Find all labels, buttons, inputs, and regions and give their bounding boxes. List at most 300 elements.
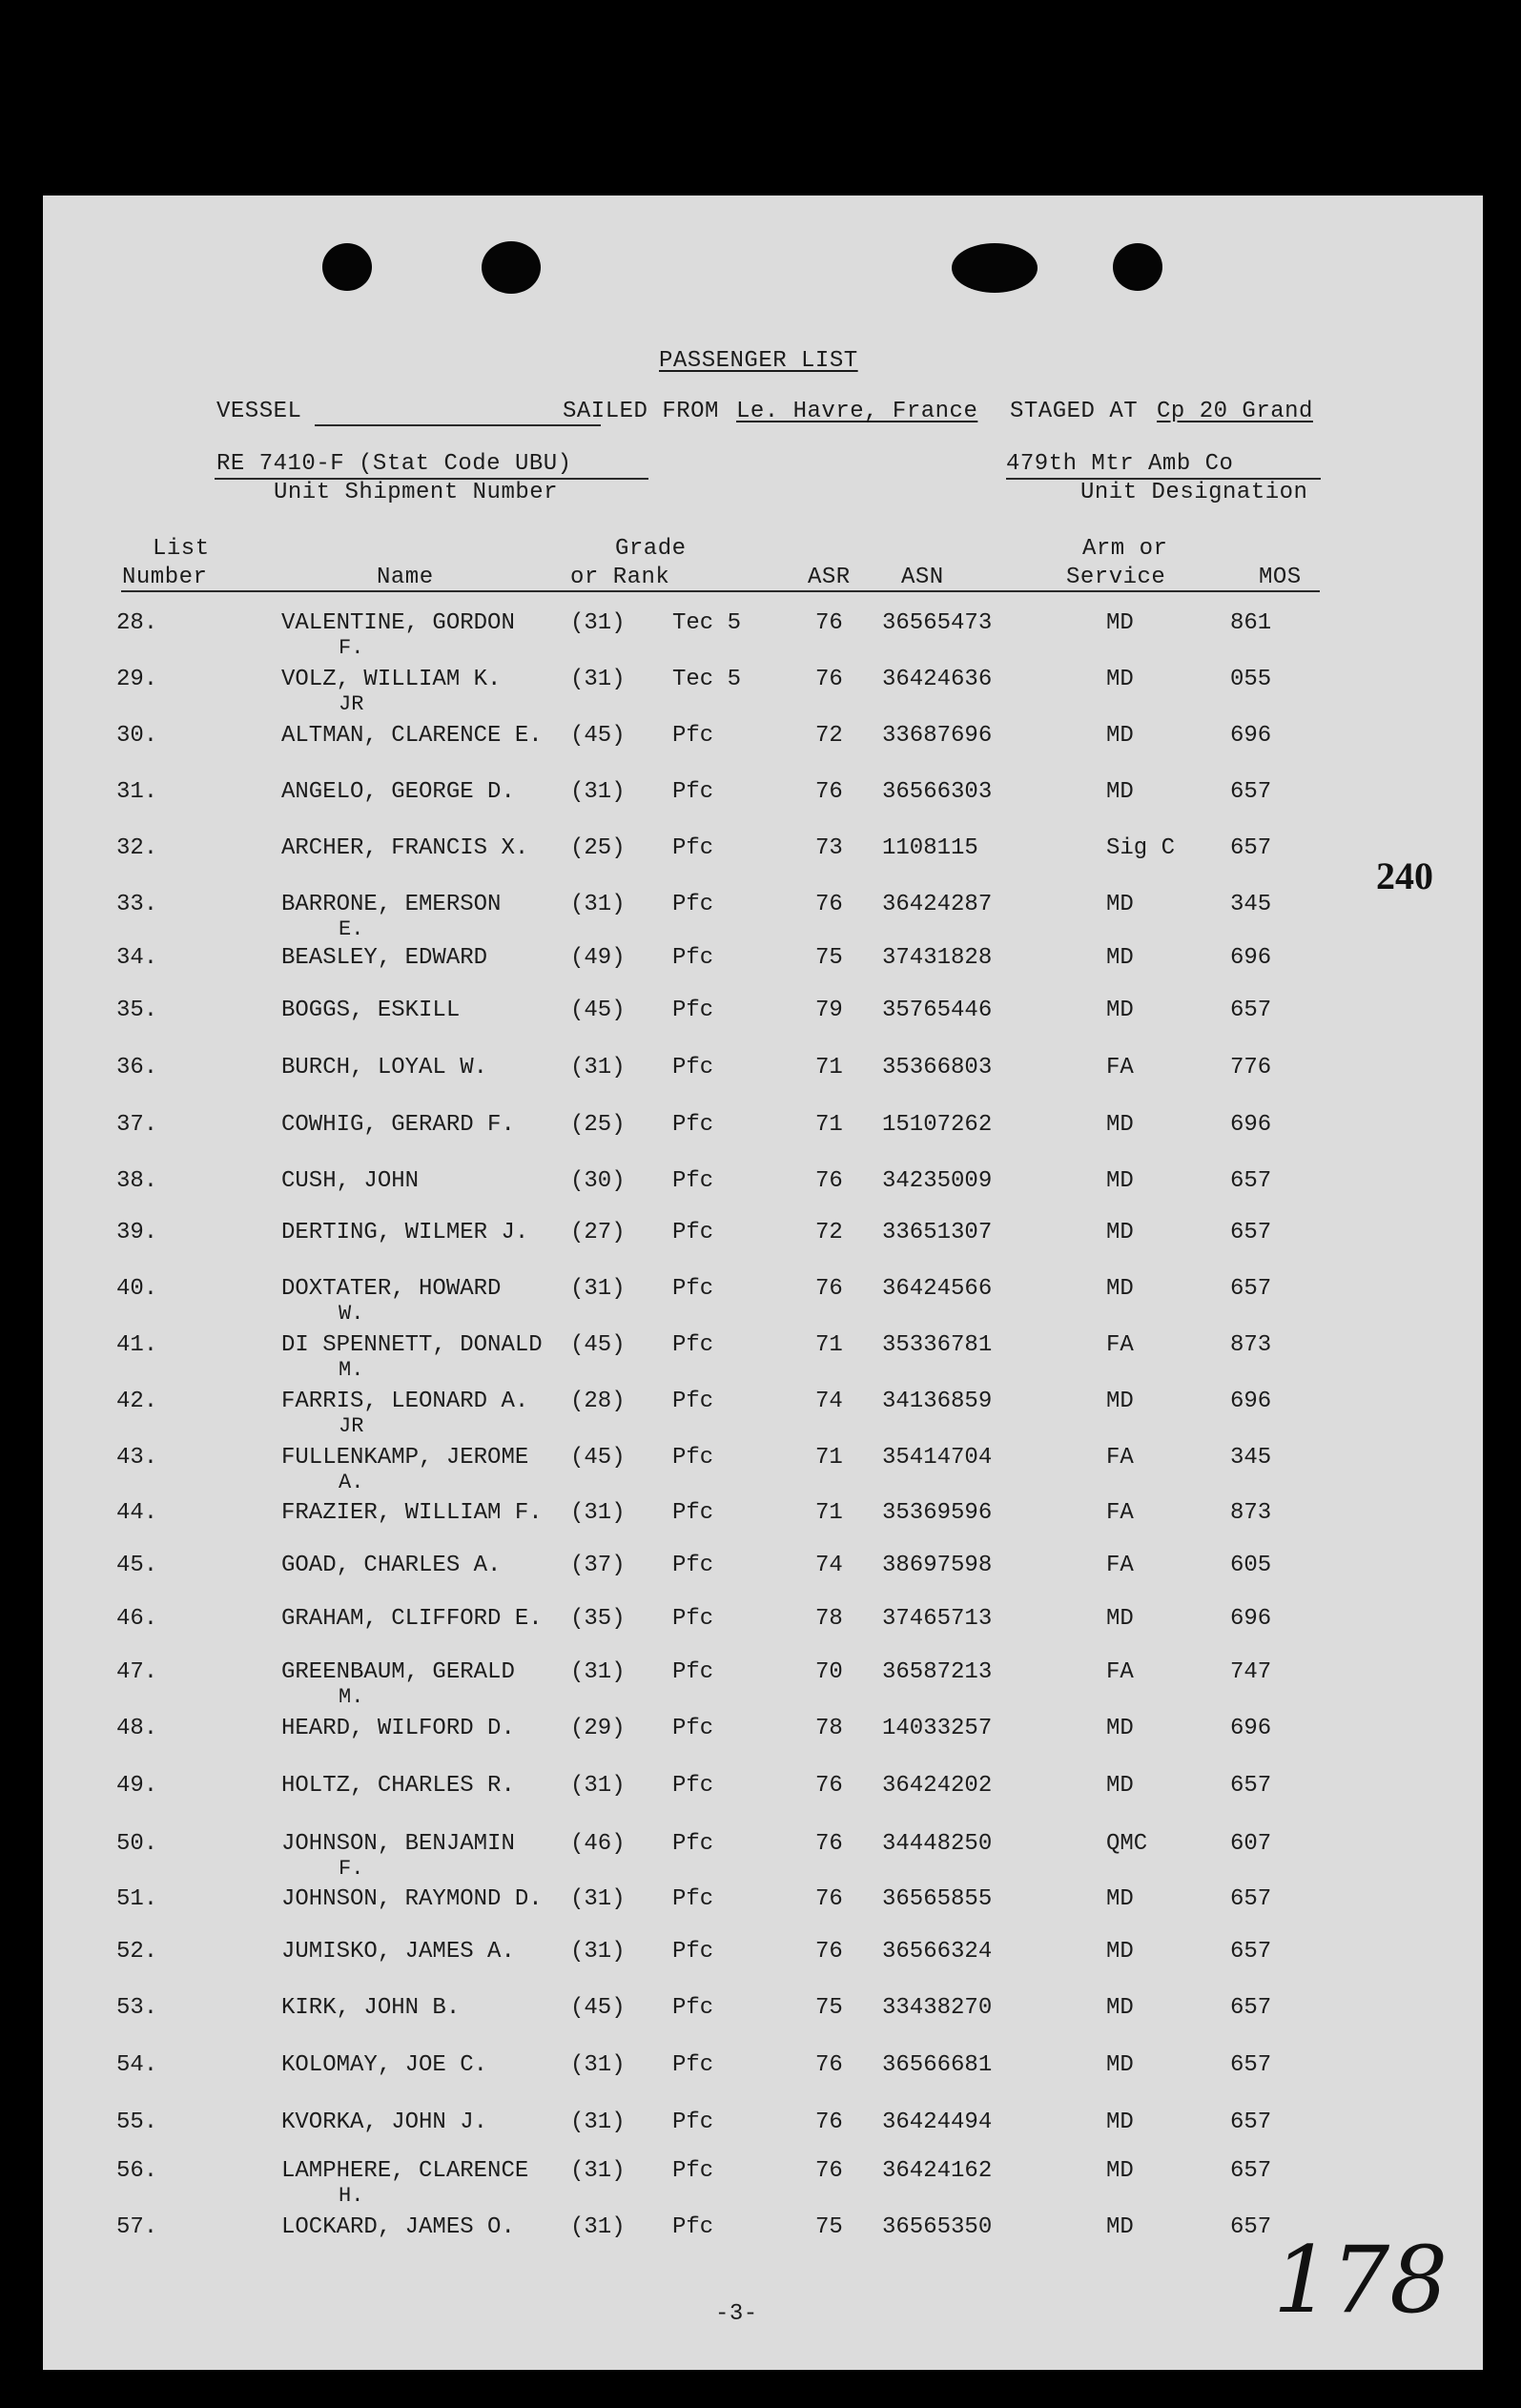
arm-or-service: MD bbox=[1106, 2110, 1134, 2135]
mos-value: 657 bbox=[1230, 998, 1272, 1023]
asn-value: 37465713 bbox=[882, 1606, 993, 1632]
rank: Pfc bbox=[672, 1773, 714, 1799]
row-number: 42. bbox=[116, 1389, 158, 1414]
row-number: 30. bbox=[116, 723, 158, 749]
grade-code: (31) bbox=[570, 2110, 626, 2135]
grade-code: (28) bbox=[570, 1389, 626, 1414]
row-number: 52. bbox=[116, 1939, 158, 1965]
mos-value: 657 bbox=[1230, 1168, 1272, 1194]
rank: Pfc bbox=[672, 1995, 714, 2021]
row-number: 34. bbox=[116, 945, 158, 971]
punch-hole-1 bbox=[322, 243, 372, 291]
grade-code: (45) bbox=[570, 998, 626, 1023]
table-row bbox=[43, 835, 1483, 889]
table-row bbox=[43, 892, 1483, 945]
table-row bbox=[43, 2214, 1483, 2268]
table-row bbox=[43, 1606, 1483, 1659]
asr-value: 76 bbox=[815, 2158, 843, 2184]
grade-code: (45) bbox=[570, 1445, 626, 1471]
asn-value: 15107262 bbox=[882, 1112, 993, 1138]
passenger-name: VOLZ, WILLIAM K. bbox=[281, 667, 502, 692]
row-number: 29. bbox=[116, 667, 158, 692]
mos-value: 696 bbox=[1230, 1606, 1272, 1632]
asr-value: 71 bbox=[815, 1055, 843, 1081]
asn-value: 35414704 bbox=[882, 1445, 993, 1471]
asr-value: 72 bbox=[815, 723, 843, 749]
mos-value: 055 bbox=[1230, 667, 1272, 692]
vessel-blank bbox=[315, 424, 601, 426]
mos-value: 696 bbox=[1230, 1112, 1272, 1138]
mos-value: 605 bbox=[1230, 1553, 1272, 1578]
table-row bbox=[43, 998, 1483, 1051]
page-number: -3- bbox=[715, 2301, 758, 2327]
name-suffix: F. bbox=[339, 1857, 364, 1881]
grade-code: (31) bbox=[570, 1500, 626, 1526]
grade-code: (27) bbox=[570, 1220, 626, 1245]
arm-or-service: MD bbox=[1106, 1995, 1134, 2021]
passenger-name: JUMISKO, JAMES A. bbox=[281, 1939, 515, 1965]
passenger-name: HEARD, WILFORD D. bbox=[281, 1716, 515, 1741]
asn-value: 36424636 bbox=[882, 667, 993, 692]
punch-hole-2 bbox=[482, 241, 541, 294]
document-page bbox=[43, 196, 1483, 2370]
asr-value: 78 bbox=[815, 1716, 843, 1741]
passenger-name: HOLTZ, CHARLES R. bbox=[281, 1773, 515, 1799]
rank: Tec 5 bbox=[672, 610, 742, 636]
asn-value: 35369596 bbox=[882, 1500, 993, 1526]
asr-value: 76 bbox=[815, 779, 843, 805]
page-title: PASSENGER LIST bbox=[659, 348, 858, 374]
passenger-name: BARRONE, EMERSON bbox=[281, 892, 502, 917]
col-asn: ASN bbox=[901, 565, 944, 590]
rank: Pfc bbox=[672, 1168, 714, 1194]
table-row bbox=[43, 1168, 1483, 1222]
grade-code: (25) bbox=[570, 835, 626, 861]
row-number: 46. bbox=[116, 1606, 158, 1632]
table-row bbox=[43, 1220, 1483, 1273]
arm-or-service: MD bbox=[1106, 1389, 1134, 1414]
unit-designation: 479th Mtr Amb Co bbox=[1006, 451, 1234, 477]
row-number: 53. bbox=[116, 1995, 158, 2021]
row-number: 57. bbox=[116, 2214, 158, 2240]
arm-or-service: MD bbox=[1106, 1220, 1134, 1245]
sailed-from-label: SAILED FROM bbox=[563, 399, 719, 424]
row-number: 45. bbox=[116, 1553, 158, 1578]
name-suffix: JR bbox=[339, 692, 364, 716]
mos-value: 696 bbox=[1230, 945, 1272, 971]
rank: Pfc bbox=[672, 1220, 714, 1245]
asr-value: 76 bbox=[815, 1886, 843, 1912]
mos-value: 776 bbox=[1230, 1055, 1272, 1081]
col-asr: ASR bbox=[808, 565, 851, 590]
mos-value: 657 bbox=[1230, 2158, 1272, 2184]
table-row bbox=[43, 723, 1483, 776]
table-row bbox=[43, 1112, 1483, 1165]
table-row bbox=[43, 1716, 1483, 1769]
arm-or-service: MD bbox=[1106, 1773, 1134, 1799]
row-number: 44. bbox=[116, 1500, 158, 1526]
rank: Pfc bbox=[672, 1276, 714, 1302]
row-number: 51. bbox=[116, 1886, 158, 1912]
arm-or-service: MD bbox=[1106, 1276, 1134, 1302]
table-row bbox=[43, 1939, 1483, 1992]
grade-code: (31) bbox=[570, 2214, 626, 2240]
grade-code: (30) bbox=[570, 1168, 626, 1194]
passenger-name: KVORKA, JOHN J. bbox=[281, 2110, 488, 2135]
name-suffix: E. bbox=[339, 917, 364, 941]
passenger-name: DOXTATER, HOWARD bbox=[281, 1276, 502, 1302]
table-row bbox=[43, 610, 1483, 664]
passenger-name: LAMPHERE, CLARENCE bbox=[281, 2158, 529, 2184]
grade-code: (45) bbox=[570, 1332, 626, 1358]
passenger-name: GREENBAUM, GERALD bbox=[281, 1659, 515, 1685]
header-rule bbox=[121, 590, 1320, 592]
arm-or-service: MD bbox=[1106, 779, 1134, 805]
passenger-name: DERTING, WILMER J. bbox=[281, 1220, 529, 1245]
table-row bbox=[43, 1389, 1483, 1442]
unit-shipment-caption: Unit Shipment Number bbox=[274, 480, 559, 505]
asr-value: 75 bbox=[815, 2214, 843, 2240]
rank: Pfc bbox=[672, 2214, 714, 2240]
asn-value: 36566324 bbox=[882, 1939, 993, 1965]
arm-or-service: FA bbox=[1106, 1055, 1134, 1081]
grade-code: (31) bbox=[570, 1886, 626, 1912]
mos-value: 345 bbox=[1230, 892, 1272, 917]
row-number: 28. bbox=[116, 610, 158, 636]
mos-value: 696 bbox=[1230, 1716, 1272, 1741]
arm-or-service: FA bbox=[1106, 1445, 1134, 1471]
rank: Pfc bbox=[672, 1716, 714, 1741]
asn-value: 35366803 bbox=[882, 1055, 993, 1081]
grade-code: (49) bbox=[570, 945, 626, 971]
grade-code: (35) bbox=[570, 1606, 626, 1632]
table-row bbox=[43, 2052, 1483, 2106]
rank: Pfc bbox=[672, 1389, 714, 1414]
col-list-number: Number bbox=[122, 565, 208, 590]
passenger-name: GRAHAM, CLIFFORD E. bbox=[281, 1606, 543, 1632]
grade-code: (37) bbox=[570, 1553, 626, 1578]
row-number: 49. bbox=[116, 1773, 158, 1799]
asn-value: 36587213 bbox=[882, 1659, 993, 1685]
passenger-name: ALTMAN, CLARENCE E. bbox=[281, 723, 543, 749]
asr-value: 71 bbox=[815, 1445, 843, 1471]
asn-value: 36424494 bbox=[882, 2110, 993, 2135]
passenger-name: DI SPENNETT, DONALD bbox=[281, 1332, 543, 1358]
punch-hole-3 bbox=[952, 243, 1038, 293]
asn-value: 36565855 bbox=[882, 1886, 993, 1912]
arm-or-service: MD bbox=[1106, 723, 1134, 749]
row-number: 31. bbox=[116, 779, 158, 805]
mos-value: 657 bbox=[1230, 1276, 1272, 1302]
mos-value: 657 bbox=[1230, 2214, 1272, 2240]
arm-or-service: MD bbox=[1106, 667, 1134, 692]
name-suffix: F. bbox=[339, 636, 364, 660]
col-mos: MOS bbox=[1259, 565, 1302, 590]
asr-value: 76 bbox=[815, 1831, 843, 1857]
table-row bbox=[43, 1276, 1483, 1329]
arm-or-service: MD bbox=[1106, 2052, 1134, 2078]
row-number: 43. bbox=[116, 1445, 158, 1471]
asr-value: 76 bbox=[815, 2110, 843, 2135]
mos-value: 657 bbox=[1230, 1995, 1272, 2021]
asn-value: 33438270 bbox=[882, 1995, 993, 2021]
rank: Pfc bbox=[672, 1886, 714, 1912]
table-row bbox=[43, 1553, 1483, 1606]
punch-hole-4 bbox=[1113, 243, 1162, 291]
grade-code: (31) bbox=[570, 1659, 626, 1685]
rank: Pfc bbox=[672, 1831, 714, 1857]
asr-value: 71 bbox=[815, 1332, 843, 1358]
arm-or-service: FA bbox=[1106, 1332, 1134, 1358]
asn-value: 14033257 bbox=[882, 1716, 993, 1741]
grade-code: (31) bbox=[570, 892, 626, 917]
row-number: 37. bbox=[116, 1112, 158, 1138]
asr-value: 78 bbox=[815, 1606, 843, 1632]
col-grade-top: Grade bbox=[615, 536, 687, 562]
asn-value: 36565350 bbox=[882, 2214, 993, 2240]
arm-or-service: MD bbox=[1106, 945, 1134, 971]
asn-value: 36565473 bbox=[882, 610, 993, 636]
name-suffix: H. bbox=[339, 2184, 364, 2208]
rank: Pfc bbox=[672, 1939, 714, 1965]
row-number: 56. bbox=[116, 2158, 158, 2184]
col-grade: or Rank bbox=[570, 565, 670, 590]
rank: Pfc bbox=[672, 1606, 714, 1632]
staged-at-value: Cp 20 Grand bbox=[1157, 399, 1313, 424]
mos-value: 657 bbox=[1230, 1939, 1272, 1965]
table-row bbox=[43, 1831, 1483, 1884]
name-suffix: JR bbox=[339, 1414, 364, 1438]
col-list-number-top: List bbox=[153, 536, 210, 562]
asr-value: 75 bbox=[815, 1995, 843, 2021]
passenger-name: FRAZIER, WILLIAM F. bbox=[281, 1500, 543, 1526]
row-number: 32. bbox=[116, 835, 158, 861]
unit-shipment-number: RE 7410-F (Stat Code UBU) bbox=[216, 451, 572, 477]
arm-or-service: MD bbox=[1106, 2214, 1134, 2240]
row-number: 35. bbox=[116, 998, 158, 1023]
arm-or-service: QMC bbox=[1106, 1831, 1148, 1857]
col-name: Name bbox=[377, 565, 434, 590]
col-arm: Service bbox=[1066, 565, 1166, 590]
asn-value: 36424202 bbox=[882, 1773, 993, 1799]
mos-value: 607 bbox=[1230, 1831, 1272, 1857]
table-row bbox=[43, 1773, 1483, 1826]
asn-value: 34235009 bbox=[882, 1168, 993, 1194]
passenger-name: ARCHER, FRANCIS X. bbox=[281, 835, 529, 861]
grade-code: (31) bbox=[570, 2158, 626, 2184]
rank: Pfc bbox=[672, 2110, 714, 2135]
passenger-name: BOGGS, ESKILL bbox=[281, 998, 461, 1023]
mos-value: 861 bbox=[1230, 610, 1272, 636]
table-row bbox=[43, 1332, 1483, 1386]
rank: Pfc bbox=[672, 779, 714, 805]
mos-value: 657 bbox=[1230, 1773, 1272, 1799]
table-row bbox=[43, 2110, 1483, 2163]
passenger-name: VALENTINE, GORDON bbox=[281, 610, 515, 636]
asr-value: 71 bbox=[815, 1500, 843, 1526]
arm-or-service: MD bbox=[1106, 1716, 1134, 1741]
passenger-name: ANGELO, GEORGE D. bbox=[281, 779, 515, 805]
rank: Pfc bbox=[672, 1659, 714, 1685]
passenger-name: COWHIG, GERARD F. bbox=[281, 1112, 515, 1138]
grade-code: (31) bbox=[570, 610, 626, 636]
grade-code: (31) bbox=[570, 1055, 626, 1081]
passenger-name: FARRIS, LEONARD A. bbox=[281, 1389, 529, 1414]
asr-value: 76 bbox=[815, 892, 843, 917]
row-number: 36. bbox=[116, 1055, 158, 1081]
arm-or-service: MD bbox=[1106, 892, 1134, 917]
rank: Pfc bbox=[672, 1112, 714, 1138]
rank: Pfc bbox=[672, 2052, 714, 2078]
name-suffix: W. bbox=[339, 1302, 364, 1326]
row-number: 40. bbox=[116, 1276, 158, 1302]
asr-value: 76 bbox=[815, 1168, 843, 1194]
rank: Pfc bbox=[672, 2158, 714, 2184]
asn-value: 38697598 bbox=[882, 1553, 993, 1578]
grade-code: (46) bbox=[570, 1831, 626, 1857]
mos-value: 873 bbox=[1230, 1500, 1272, 1526]
grade-code: (31) bbox=[570, 667, 626, 692]
name-suffix: A. bbox=[339, 1471, 364, 1494]
table-row bbox=[43, 1659, 1483, 1713]
asn-value: 36424566 bbox=[882, 1276, 993, 1302]
asn-value: 35765446 bbox=[882, 998, 993, 1023]
table-row bbox=[43, 1445, 1483, 1498]
arm-or-service: MD bbox=[1106, 998, 1134, 1023]
row-number: 50. bbox=[116, 1831, 158, 1857]
mos-value: 657 bbox=[1230, 1220, 1272, 1245]
arm-or-service: MD bbox=[1106, 610, 1134, 636]
rank: Pfc bbox=[672, 1332, 714, 1358]
asr-value: 74 bbox=[815, 1553, 843, 1578]
rank: Pfc bbox=[672, 998, 714, 1023]
passenger-name: KIRK, JOHN B. bbox=[281, 1995, 461, 2021]
asr-value: 70 bbox=[815, 1659, 843, 1685]
rank: Pfc bbox=[672, 945, 714, 971]
asr-value: 76 bbox=[815, 1773, 843, 1799]
table-row bbox=[43, 2158, 1483, 2212]
vessel-label: VESSEL bbox=[216, 399, 302, 424]
passenger-name: KOLOMAY, JOE C. bbox=[281, 2052, 488, 2078]
grade-code: (31) bbox=[570, 1939, 626, 1965]
asr-value: 72 bbox=[815, 1220, 843, 1245]
stamp-number: 240 bbox=[1376, 854, 1433, 897]
grade-code: (45) bbox=[570, 723, 626, 749]
row-number: 39. bbox=[116, 1220, 158, 1245]
rank: Pfc bbox=[672, 1445, 714, 1471]
arm-or-service: FA bbox=[1106, 1553, 1134, 1578]
passenger-name: BEASLEY, EDWARD bbox=[281, 945, 488, 971]
mos-value: 657 bbox=[1230, 779, 1272, 805]
asr-value: 76 bbox=[815, 610, 843, 636]
grade-code: (31) bbox=[570, 1773, 626, 1799]
row-number: 55. bbox=[116, 2110, 158, 2135]
asr-value: 76 bbox=[815, 1939, 843, 1965]
asn-value: 33687696 bbox=[882, 723, 993, 749]
grade-code: (31) bbox=[570, 2052, 626, 2078]
row-number: 41. bbox=[116, 1332, 158, 1358]
passenger-name: GOAD, CHARLES A. bbox=[281, 1553, 502, 1578]
mos-value: 657 bbox=[1230, 2052, 1272, 2078]
grade-code: (31) bbox=[570, 1276, 626, 1302]
table-row bbox=[43, 945, 1483, 998]
mos-value: 657 bbox=[1230, 835, 1272, 861]
grade-code: (29) bbox=[570, 1716, 626, 1741]
col-arm-top: Arm or bbox=[1082, 536, 1168, 562]
arm-or-service: FA bbox=[1106, 1659, 1134, 1685]
rank: Pfc bbox=[672, 892, 714, 917]
rank: Pfc bbox=[672, 1553, 714, 1578]
passenger-name: FULLENKAMP, JEROME bbox=[281, 1445, 529, 1471]
handwritten-number: 178 bbox=[1273, 2227, 1449, 2334]
asn-value: 35336781 bbox=[882, 1332, 993, 1358]
sailed-from-value: Le. Havre, France bbox=[736, 399, 978, 424]
mos-value: 696 bbox=[1230, 1389, 1272, 1414]
table-row bbox=[43, 1055, 1483, 1108]
asr-value: 79 bbox=[815, 998, 843, 1023]
arm-or-service: MD bbox=[1106, 1112, 1134, 1138]
table-row bbox=[43, 1500, 1483, 1554]
asr-value: 75 bbox=[815, 945, 843, 971]
mos-value: 345 bbox=[1230, 1445, 1272, 1471]
arm-or-service: MD bbox=[1106, 1939, 1134, 1965]
arm-or-service: FA bbox=[1106, 1500, 1134, 1526]
passenger-name: BURCH, LOYAL W. bbox=[281, 1055, 488, 1081]
mos-value: 657 bbox=[1230, 2110, 1272, 2135]
grade-code: (45) bbox=[570, 1995, 626, 2021]
passenger-name: CUSH, JOHN bbox=[281, 1168, 420, 1194]
arm-or-service: MD bbox=[1106, 1606, 1134, 1632]
asr-value: 71 bbox=[815, 1112, 843, 1138]
arm-or-service: Sig C bbox=[1106, 835, 1176, 861]
asn-value: 37431828 bbox=[882, 945, 993, 971]
staged-at-label: STAGED AT bbox=[1010, 399, 1139, 424]
row-number: 48. bbox=[116, 1716, 158, 1741]
row-number: 47. bbox=[116, 1659, 158, 1685]
name-suffix: M. bbox=[339, 1358, 364, 1382]
row-number: 54. bbox=[116, 2052, 158, 2078]
passenger-name: JOHNSON, BENJAMIN bbox=[281, 1831, 515, 1857]
asn-value: 33651307 bbox=[882, 1220, 993, 1245]
asn-value: 34448250 bbox=[882, 1831, 993, 1857]
table-row bbox=[43, 1886, 1483, 1940]
asr-value: 76 bbox=[815, 1276, 843, 1302]
rank: Pfc bbox=[672, 1500, 714, 1526]
arm-or-service: MD bbox=[1106, 1168, 1134, 1194]
rank: Pfc bbox=[672, 723, 714, 749]
rank: Pfc bbox=[672, 835, 714, 861]
mos-value: 747 bbox=[1230, 1659, 1272, 1685]
unit-designation-caption: Unit Designation bbox=[1080, 480, 1308, 505]
passenger-name: JOHNSON, RAYMOND D. bbox=[281, 1886, 543, 1912]
mos-value: 873 bbox=[1230, 1332, 1272, 1358]
grade-code: (25) bbox=[570, 1112, 626, 1138]
mos-value: 696 bbox=[1230, 723, 1272, 749]
asn-value: 36424287 bbox=[882, 892, 993, 917]
asn-value: 34136859 bbox=[882, 1389, 993, 1414]
table-row bbox=[43, 779, 1483, 833]
row-number: 38. bbox=[116, 1168, 158, 1194]
row-number: 33. bbox=[116, 892, 158, 917]
grade-code: (31) bbox=[570, 779, 626, 805]
arm-or-service: MD bbox=[1106, 1886, 1134, 1912]
asr-value: 74 bbox=[815, 1389, 843, 1414]
asn-value: 1108115 bbox=[882, 835, 978, 861]
name-suffix: M. bbox=[339, 1685, 364, 1709]
asn-value: 36424162 bbox=[882, 2158, 993, 2184]
arm-or-service: MD bbox=[1106, 2158, 1134, 2184]
rank: Pfc bbox=[672, 1055, 714, 1081]
